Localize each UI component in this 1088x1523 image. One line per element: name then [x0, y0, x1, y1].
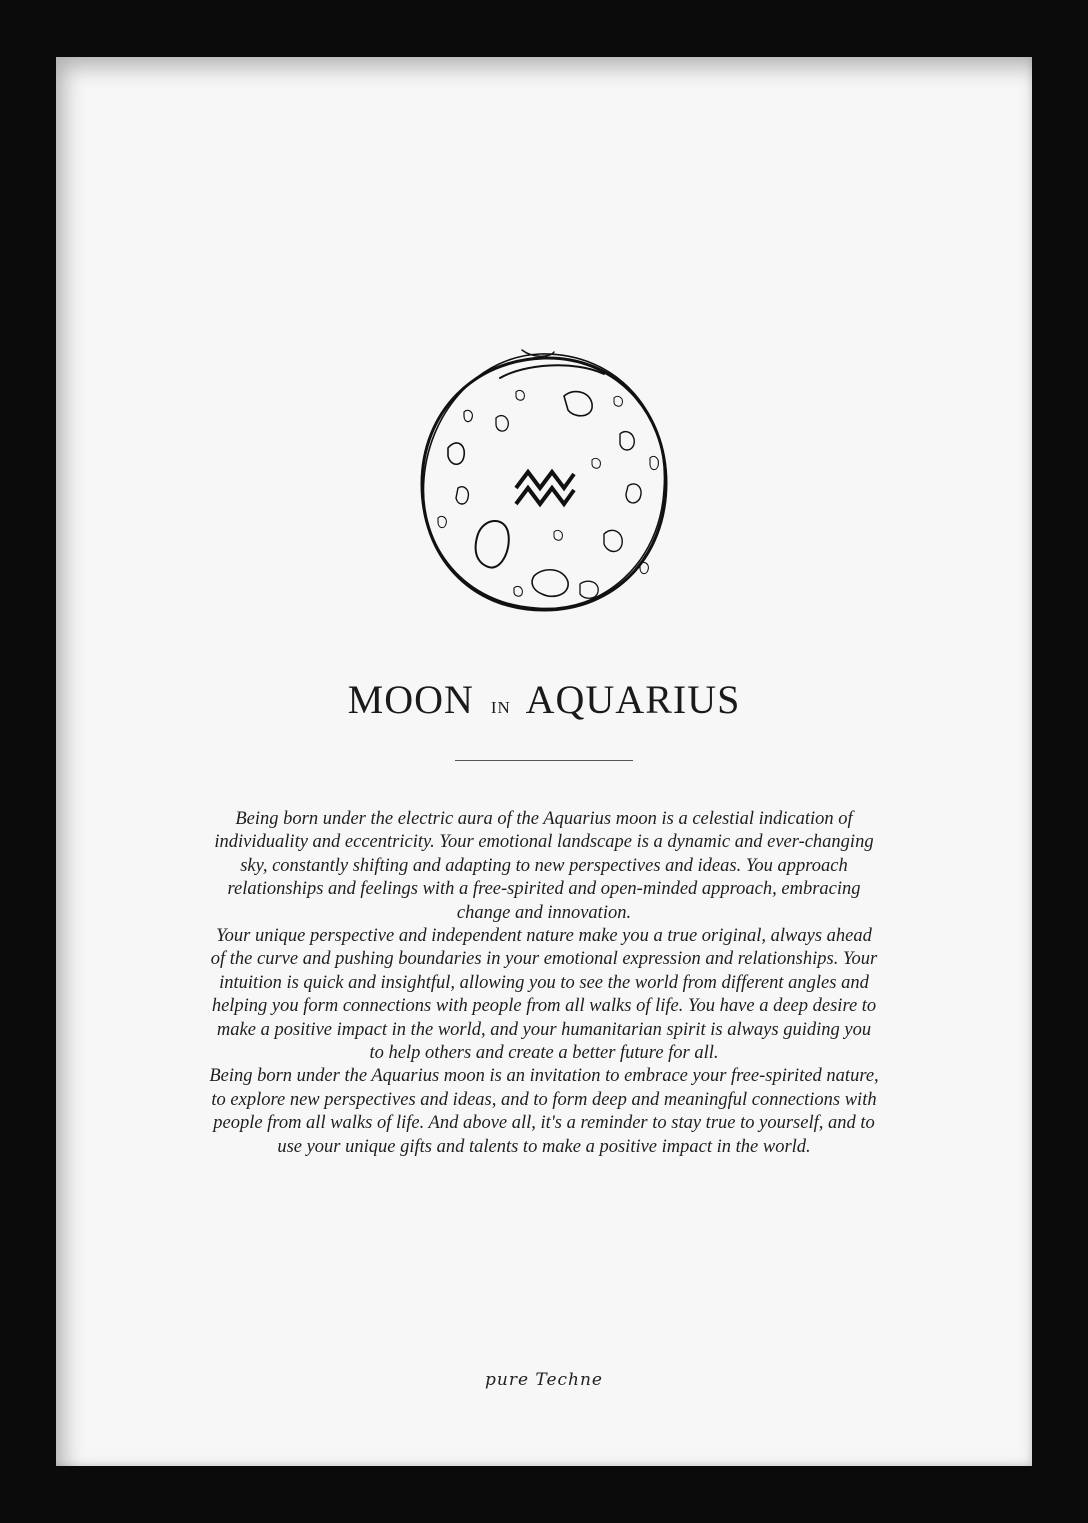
body-paragraph: Being born under the electric aura of the Aquarius moon is a celestial indication of individuality and eccentricity. Your emotional landscape is a dynamic and ever-changing sky, constantly shifting and adapting to new perspectives and ideas. You approach relationships and feelings with a free-spirited and open-minded approach, embracing change and innovation. [214, 809, 874, 923]
body-paragraph: Being born under the Aquarius moon is an invitation to embrace your free-spirited nature, to explore new perspectives and ideas, and to form deep and meaningful connections with people from all walks of life. And above all, it's a reminder to stay true to yourself, and to use your unique gifts and talents to make a positive impact in the world. [209, 1066, 879, 1157]
title-sign: AQUARIUS [525, 677, 741, 722]
poster-mat [56, 57, 1032, 1466]
signature-logo: pure Techne [485, 1370, 603, 1390]
poster-body-text [208, 808, 880, 1159]
body-paragraph: Your unique perspective and independent nature make you a true original, always ahead of the curve and pushing boundaries in your emotional expression and relationships. Your intuition is quick and insightful, allowing you to see the world from different angles and helping you form connections with people from all walks of life. You have a deep desire to make a positive impact in the world, and your humanitarian spirit is always guiding you to help others and create a better future for all. [210, 926, 878, 1064]
title-in: IN [490, 698, 511, 717]
moon-illustration [404, 338, 684, 628]
poster-title [0, 672, 1088, 736]
title-moon: MOON [347, 677, 474, 722]
title-divider [455, 760, 633, 761]
moon-aquarius-icon [404, 338, 684, 628]
